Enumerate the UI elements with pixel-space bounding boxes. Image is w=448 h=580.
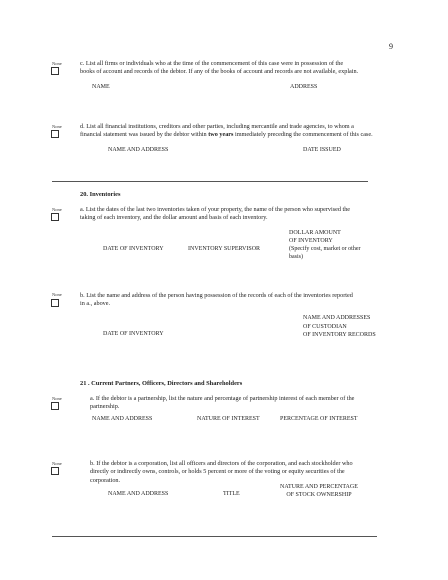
section-21a-col-name-address: NAME AND ADDRESS	[92, 416, 153, 422]
stock-ownership-line2: OF STOCK OWNERSHIP	[286, 492, 352, 498]
section-c-col-address: ADDRESS	[290, 84, 318, 90]
stock-ownership-line1: NATURE AND PERCENTAGE	[280, 484, 358, 490]
page-number: 9	[389, 42, 393, 51]
section-20a-col-date: DATE OF INVENTORY	[103, 246, 164, 252]
section-20a-line1: a. List the dates of the last two inventories taken of your property, the name of the person who supervised the	[80, 206, 351, 213]
custodian-line3: OF INVENTORY RECORDS	[303, 332, 376, 338]
divider-line	[52, 181, 368, 182]
section-c-line1: c. List all firms or individuals who at the time of the commencement of this case were in possession of the	[80, 60, 344, 67]
section-21b-line1: b. If the debtor is a corporation, list all officers and directors of the corporation, and each stockholder who	[90, 460, 353, 467]
section-c-col-name: NAME	[92, 84, 110, 90]
section-20b-col-custodian	[303, 314, 376, 340]
none-label: None	[52, 207, 62, 212]
section-20b-text	[80, 292, 410, 309]
dollar-amount-line1: DOLLAR AMOUNT	[289, 230, 341, 236]
section-20a-col-supervisor: INVENTORY SUPERVISOR	[188, 246, 261, 252]
section-20b-line1: b. List the name and address of the person having possession of the records of each of the inventories reported	[80, 292, 353, 299]
custodian-line1: NAME AND ADDRESSES	[303, 315, 371, 321]
section-d-col-date-issued: DATE ISSUED	[303, 147, 341, 153]
section-d-col-name-address: NAME AND ADDRESS	[108, 147, 169, 153]
section-21a-text	[90, 395, 410, 412]
none-label: None	[52, 292, 62, 297]
section-d-line1: d. List all financial institutions, creditors and other parties, including mercantile and trade agencies, to whom a	[80, 123, 354, 130]
section-c-line2: books of account and records of the debtor. If any of the books of account and records are not available, explain.	[80, 68, 359, 76]
section-21b-line3: corporation.	[90, 476, 121, 484]
dollar-amount-line4: basis)	[289, 254, 303, 260]
none-checkbox-21b[interactable]	[51, 467, 59, 475]
none-label: None	[52, 461, 62, 466]
section-d-line2	[80, 131, 420, 139]
dollar-amount-line3: (Specify cost, market or other	[289, 246, 361, 252]
none-label: None	[52, 396, 62, 401]
section-21a-line2: partnership.	[90, 403, 120, 411]
section-20a-line2: taking of each inventory, and the dollar amount and basis of each inventory.	[80, 214, 268, 222]
none-checkbox-d[interactable]	[51, 130, 59, 138]
section-d-line2-post: immediately preceding the commencement of this case.	[233, 131, 373, 139]
section-c-text	[80, 60, 410, 77]
none-checkbox-20a[interactable]	[51, 213, 59, 221]
custodian-line2: OF CUSTODIAN	[303, 323, 347, 330]
section-21-heading: 21 . Current Partners, Officers, Directors and Shareholders	[80, 380, 243, 387]
section-20-heading: 20. Inventories	[80, 191, 121, 198]
section-21a-col-nature: NATURE OF INTEREST	[197, 416, 260, 422]
section-20b-col-date: DATE OF INVENTORY	[103, 331, 164, 337]
section-d-line2-bold: two years	[208, 131, 234, 139]
section-21b-line2: directly or indirectly owns, controls, or holds 5 percent or more of the voting or equity securities of the	[90, 468, 345, 476]
section-d-line2-pre: financial statement was issued by the debtor within	[80, 131, 209, 139]
none-checkbox-c[interactable]	[51, 67, 59, 75]
section-20a-col-dollar-amount	[289, 229, 360, 261]
section-d-text	[80, 123, 420, 140]
section-20a-text	[80, 206, 410, 223]
section-21b-col-stock-ownership	[280, 483, 358, 499]
none-label: None	[52, 61, 62, 66]
section-21a-line1: a. If the debtor is a partnership, list the nature and percentage of partnership interest of each member of the	[90, 395, 355, 402]
section-21b-col-title: TITLE	[223, 491, 240, 497]
section-21a-col-percentage: PERCENTAGE OF INTEREST	[280, 416, 358, 422]
divider-line	[52, 536, 377, 537]
none-label: None	[52, 124, 62, 129]
none-checkbox-21a[interactable]	[51, 402, 59, 410]
section-20b-line2: in a., above.	[80, 300, 111, 308]
section-21b-col-name-address: NAME AND ADDRESS	[108, 491, 169, 497]
none-checkbox-20b[interactable]	[51, 299, 59, 307]
dollar-amount-line2: OF INVENTORY	[289, 238, 333, 244]
section-21b-text	[90, 460, 410, 485]
